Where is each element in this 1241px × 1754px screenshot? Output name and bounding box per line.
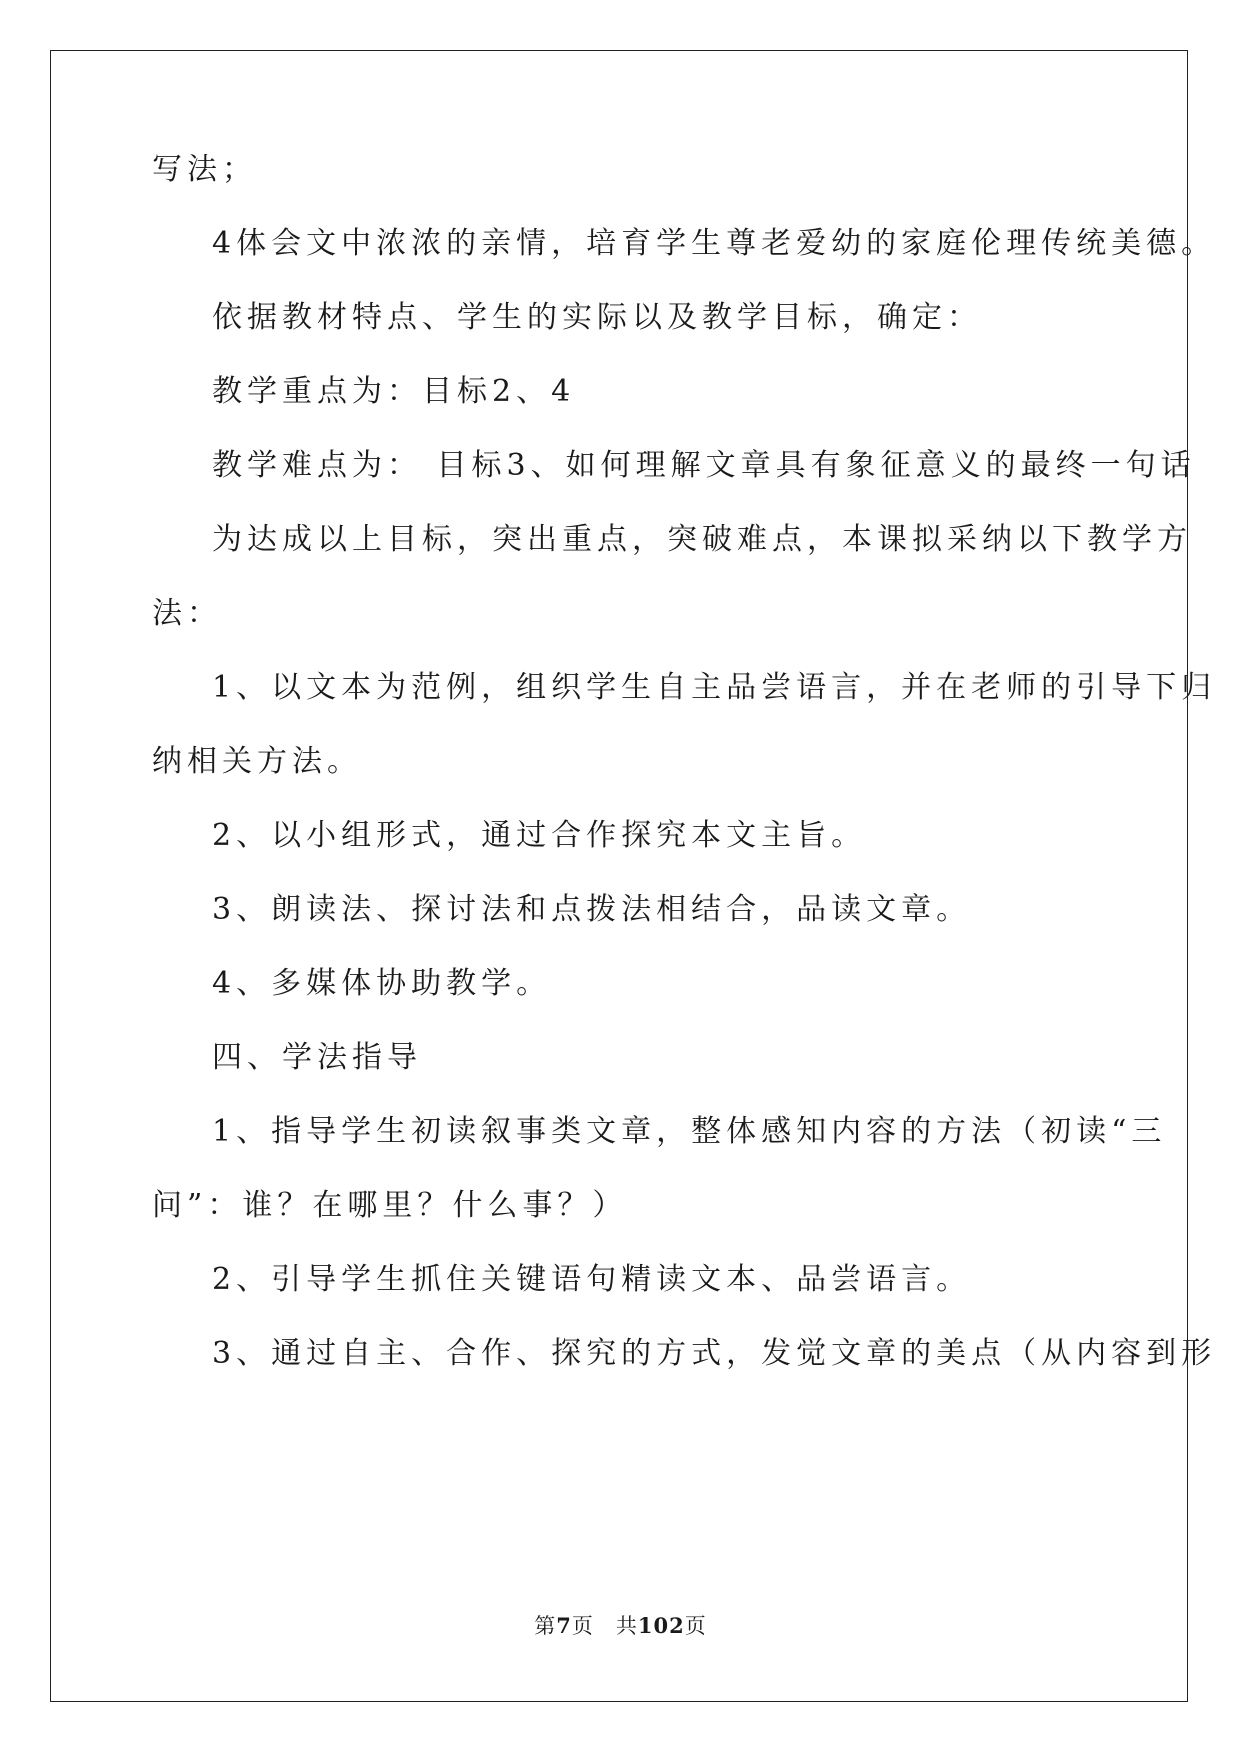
text-line: 2、引导学生抓住关键语句精读文本、品尝语言。 [212,1262,972,1297]
text-line: 教学难点为： 目标3、如何理解文章具有象征意义的最终一句话 [212,448,1196,483]
text-line: 为达成以上目标，突出重点，突破难点，本课拟采纳以下教学方 [212,522,1192,557]
text-line: 4、多媒体协助教学。 [212,966,552,1001]
total-page-count: 102 [637,1613,685,1638]
text-line: 4体会文中浓浓的亲情，培育学生尊老爱幼的家庭伦理传统美德。 [212,226,1217,261]
text-line: 1、以文本为范例，组织学生自主品尝语言，并在老师的引导下归 [212,670,1217,705]
footer-middle: 页 共 [571,1614,638,1638]
current-page-number: 7 [556,1613,572,1638]
text-line: 问”：谁？在哪里？什么事？） [152,1188,628,1223]
text-line: 教学重点为：目标2、4 [212,374,576,409]
page-footer [0,1612,1241,1640]
text-line: 写法； [152,152,257,187]
text-line: 3、朗读法、探讨法和点拨法相结合，品读文章。 [212,892,972,927]
text-line: 2、以小组形式，通过合作探究本文主旨。 [212,818,867,853]
text-line: 法： [152,596,222,631]
footer-prefix: 第 [534,1614,557,1638]
text-line: 纳相关方法。 [152,744,362,779]
text-line: 依据教材特点、学生的实际以及教学目标，确定： [212,300,982,335]
text-line: 3、通过自主、合作、探究的方式，发觉文章的美点（从内容到形 [212,1336,1217,1371]
text-line: 1、指导学生初读叙事类文章，整体感知内容的方法（初读“三 [212,1114,1167,1149]
footer-suffix: 页 [684,1614,707,1638]
section-heading: 四、学法指导 [212,1040,422,1075]
